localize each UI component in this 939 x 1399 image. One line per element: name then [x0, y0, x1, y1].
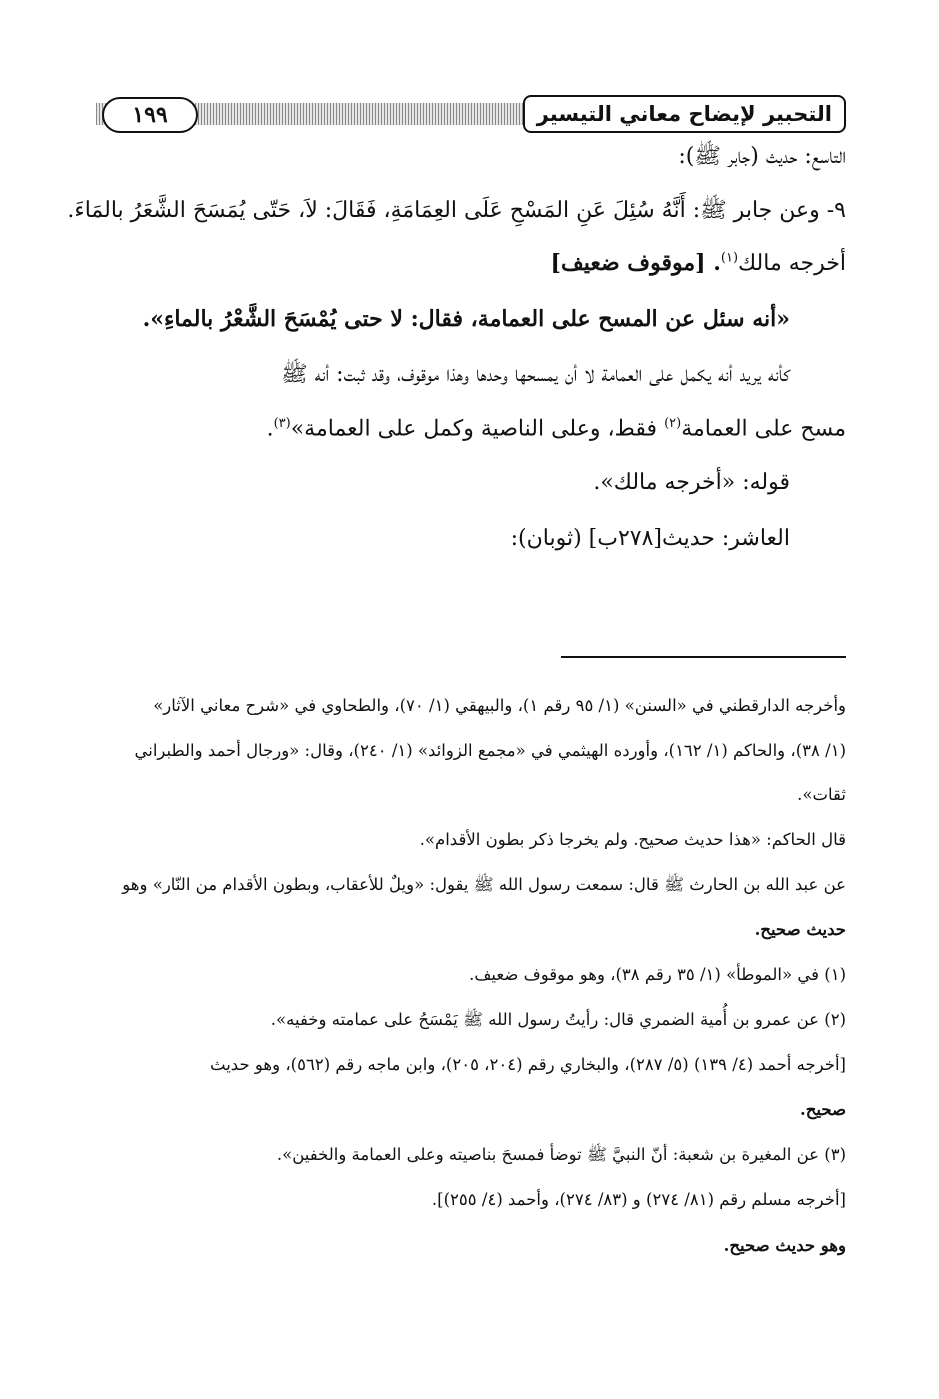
quote-akhrajahu-malik: قوله: «أخرجه مالك».: [593, 470, 790, 495]
book-title: التحبير لإيضاح معاني التيسير: [523, 95, 846, 133]
footnote-line: [أخرجه أحمد (٤/ ١٣٩) (٥/ ٢٨٧)، والبخاري رقم (٢٠٤، ٢٠٥)، وابن ماجه رقم (٥٦٢)، وهو حديث: [210, 1055, 846, 1074]
footnote-line: صحيح.: [799, 1100, 846, 1119]
footnote-line: ثقات».: [797, 785, 846, 804]
footnote-line: [أخرجه مسلم رقم (٨١/ ٢٧٤) و (٨٣/ ٢٧٤)، وأحمد (٤/ ٢٥٥)].: [431, 1190, 846, 1209]
footnote-line: (١/ ٣٨)، والحاكم (١/ ١٦٢)، وأورده الهيثمي في «مجمع الزوائد» (١/ ٢٤٠)، وقال: «ورجال أحمد والطبراني: [134, 741, 846, 760]
section-heading-ninth: التاسع: حديث (جابر ﷺ):: [678, 144, 846, 169]
footnote-2: (٢) عن عمرو بن أُمية الضمري قال: رأيتُ رسول الله ﷺ يَمْسَحُ على عمامته وخفيه».: [270, 1010, 846, 1029]
footnote-line: حديث صحيح.: [754, 920, 846, 939]
footnote-separator: [561, 656, 846, 658]
commentary-line-1: كأنه يريد أنه يكمل على العمامة لا أن يمسحها وحدها وهذا موقوف، وقد ثبت: أنه ﷺ: [281, 362, 790, 387]
section-heading-tenth: العاشر: حديث[٢٧٨ب] (ثوبان):: [510, 526, 790, 551]
footnote-line: وهو حديث صحيح.: [723, 1236, 846, 1255]
commentary-line-2: مسح على العمامة$^{(٢)}$ فقط، وعلى الناصية وكمل على العمامة»$^{(٣)}$.: [266, 416, 846, 442]
page-number: ١٩٩: [102, 97, 198, 133]
footnote-3: (٣) عن المغيرة بن شعبة: أنّ النبيَّ ﷺ توضأ فمسحَ بناصيته وعلى العمامة والخفين».: [276, 1145, 846, 1164]
quoted-hadith: «أنه سئل عن المسح على العمامة، فقال: لا حتى يُمْسَحَ الشَّعْرُ بالماءِ».: [142, 306, 790, 332]
hadith-9: ٩- وعن جابر ﷺ: أَنَّهُ سُئِلَ عَنِ المَسْحِ عَلَى العِمَامَةِ، فَقَالَ: لاَ، حَتّى يُمَسَحَ الشَّعَرُ بالمَاءَ.: [67, 198, 846, 223]
hadith-9-source: أخرجه مالك$^{(١)}$. [موقوف ضعيف]: [550, 250, 846, 276]
footnote-line: عن عبد الله بن الحارث ﷺ قال: سمعت رسول الله ﷺ يقول: «ويلٌ للأعقاب، وبطون الأقدام من النّار» وهو: [122, 875, 846, 894]
footnote-line: قال الحاكم: «هذا حديث صحيح. ولم يخرجا ذكر بطون الأقدام».: [419, 830, 846, 849]
footnote-line: وأخرجه الدارقطني في «السنن» (١/ ٩٥ رقم ١)، والبيهقي (١/ ٧٠)، والطحاوي في «شرح معاني الآثار»: [153, 696, 846, 715]
page-header: [96, 95, 846, 133]
footnote-1: (١) في «الموطأ» (١/ ٣٥ رقم ٣٨)، وهو موقوف ضعيف.: [469, 965, 846, 984]
